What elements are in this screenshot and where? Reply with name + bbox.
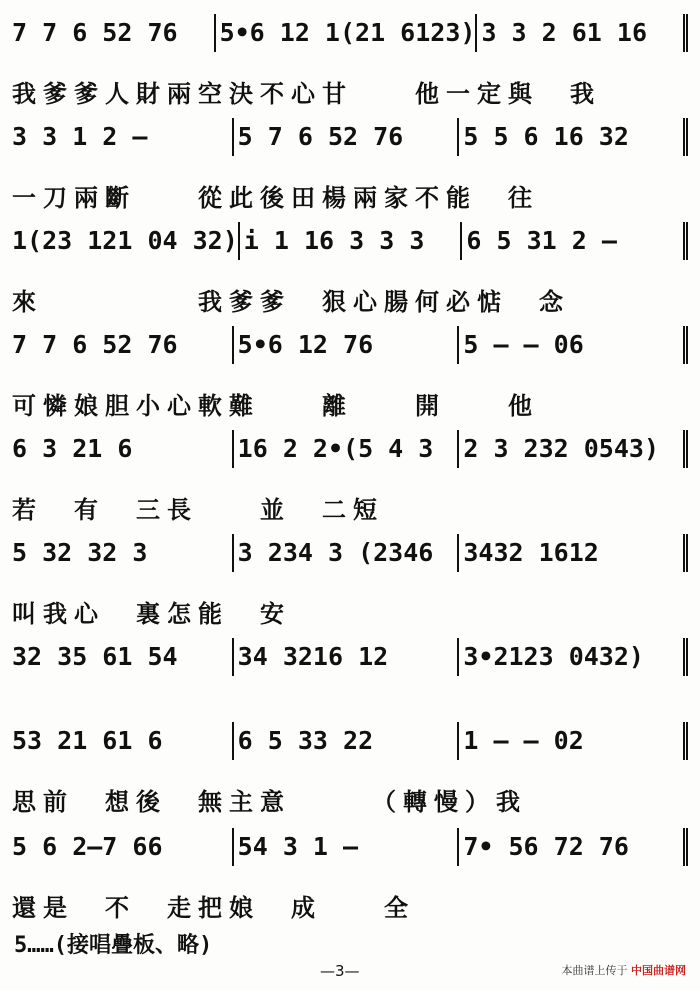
measure: 3 234 3 (2346 xyxy=(237,538,434,567)
notation-line xyxy=(12,726,688,760)
notation-line xyxy=(12,832,688,866)
measure: 53 21 61 6 xyxy=(12,726,163,755)
measure: 3432 1612 xyxy=(463,538,599,567)
bar-line xyxy=(683,638,688,676)
measure: 6 3 21 6 xyxy=(12,434,133,463)
notation-line xyxy=(12,434,688,468)
notation-line xyxy=(12,122,688,156)
measure: 2 3 232 0543) xyxy=(463,434,660,463)
lyrics-line: 若 有 三長 並 二短 xyxy=(12,495,384,524)
notation-line xyxy=(12,538,688,572)
score-row xyxy=(0,538,700,628)
measure: i 1 16 3 3 3 xyxy=(243,226,425,255)
measure: 5 6 2—7 66 xyxy=(12,832,163,861)
measure: 5•6 12 76 xyxy=(237,330,374,359)
notation-line xyxy=(12,642,688,676)
lyrics-line: 一刀兩斷 從此後田楊兩家不能 往 xyxy=(12,183,539,212)
measure: 7 7 6 52 76 xyxy=(12,330,178,359)
measure: 5 32 32 3 xyxy=(12,538,148,567)
score-row xyxy=(0,122,700,212)
bar-line xyxy=(683,222,688,260)
lyrics-line: 可憐娘胆小心軟難 離 開 他 xyxy=(12,391,539,420)
notation-line xyxy=(12,226,688,260)
bar-line xyxy=(683,722,688,760)
bar-line xyxy=(683,534,688,572)
measure: 5 — — 06 xyxy=(463,330,584,359)
score-row xyxy=(0,642,700,712)
measure: 7• 56 72 76 xyxy=(463,832,629,861)
measure: 7 7 6 52 76 xyxy=(12,18,178,47)
measure: 34 3216 12 xyxy=(237,642,389,671)
notation-line xyxy=(12,330,688,364)
lyrics-line: 還是 不 走把娘 成 全 xyxy=(12,893,415,922)
measure: 3 3 1 2 — xyxy=(12,122,148,151)
upload-note-text: 本曲谱上传于 xyxy=(561,964,628,977)
score-row xyxy=(0,18,700,108)
measure: 3 3 2 61 16 xyxy=(481,18,648,47)
bar-line xyxy=(683,828,688,866)
bar-line xyxy=(683,430,688,468)
score-row xyxy=(0,832,700,922)
lyrics-line: 我爹爹人財兩空決不心甘 他一定與 我 xyxy=(12,79,601,108)
measure: 5•6 12 1(21 6123) xyxy=(219,18,476,47)
bar-line xyxy=(683,326,688,364)
measure: 6 5 33 22 xyxy=(237,726,374,755)
site-logo: 中国曲谱网 xyxy=(631,964,686,977)
notation-line xyxy=(12,18,688,52)
bar-line xyxy=(683,118,688,156)
score-row xyxy=(0,226,700,316)
lyrics-line: 思前 想後 無主意 （轉慢）我 xyxy=(12,787,527,816)
score-row xyxy=(0,330,700,420)
upload-note xyxy=(562,962,687,978)
measure: 5 5 6 16 32 xyxy=(463,122,629,151)
lyrics-line: 叫我心 裏怎能 安 xyxy=(12,599,291,628)
measure: 54 3 1 — xyxy=(237,832,359,861)
score-row xyxy=(0,726,700,816)
measure: 16 2 2•(5 4 3 xyxy=(237,434,434,463)
measure: 32 35 61 54 xyxy=(12,642,178,671)
measure: 1(23 121 04 32) xyxy=(12,226,238,255)
measure: 3•2123 0432) xyxy=(463,642,644,671)
score-tail-line: 5……(接唱疊板、略) xyxy=(14,933,213,958)
score-row xyxy=(0,434,700,524)
measure: 5 7 6 52 76 xyxy=(237,122,404,151)
measure: 6 5 31 2 — xyxy=(466,226,617,255)
lyrics-line: 來 我爹爹 狠心腸何必惦 念 xyxy=(12,287,570,316)
page-number: —3— xyxy=(320,962,360,980)
measure: 1 — — 02 xyxy=(463,726,584,755)
bar-line xyxy=(683,14,688,52)
